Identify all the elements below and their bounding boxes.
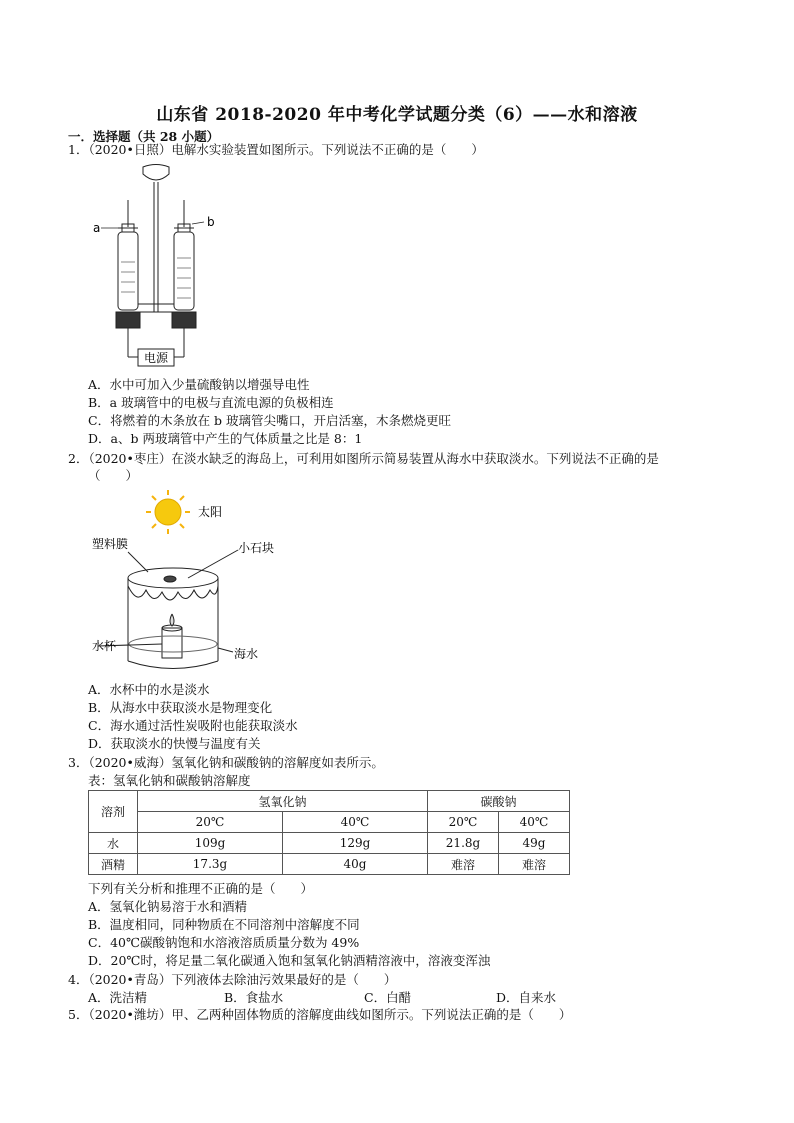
q3-option-d: D．20℃时，将足量二氧化碳通入饱和氢氧化钠酒精溶液中，溶液变浑浊	[88, 953, 491, 968]
naoh-header: 氢氧化钠	[138, 791, 428, 812]
q2-option-b: B．从海水中获取淡水是物理变化	[88, 700, 273, 715]
small-stone-label: 小石块	[238, 541, 275, 555]
table-caption: 表：氢氧化钠和碳酸钠溶解度	[88, 773, 251, 788]
solvent-cell: 水	[89, 833, 138, 854]
value-cell: 109g	[138, 833, 283, 854]
q1-option-c: C．将燃着的木条放在 b 玻璃管尖嘴口，开启活塞，木条燃烧更旺	[88, 413, 452, 428]
label-b: b	[207, 215, 215, 229]
electrolysis-apparatus-figure	[88, 162, 218, 372]
q1-option-d: D．a、b 两玻璃管中产生的气体质量之比是 8：1	[88, 431, 363, 446]
q2-option-c: C．海水通过活性炭吸附也能获取淡水	[88, 718, 298, 733]
q4-option-d: D．自来水	[496, 990, 557, 1005]
value-cell: 49g	[499, 833, 570, 854]
temp-cell: 40℃	[499, 812, 570, 833]
sun-icon	[146, 490, 190, 534]
q3-option-a: A．氢氧化钠易溶于水和酒精	[88, 899, 248, 914]
value-cell: 21.8g	[428, 833, 499, 854]
solar-still-figure	[88, 486, 288, 676]
value-cell: 17.3g	[138, 854, 283, 875]
table-header-row	[89, 791, 570, 812]
table-row	[89, 854, 570, 875]
value-cell: 难溶	[499, 854, 570, 875]
q1-option-a: A．水中可加入少量硫酸钠以增强导电性	[88, 377, 310, 392]
question-2-stem-cont: （ ）	[88, 468, 139, 483]
q4-option-c: C．白醋	[364, 990, 412, 1005]
solvent-cell: 酒精	[89, 854, 138, 875]
seawater-label: 海水	[234, 647, 259, 661]
solvent-header: 溶剂	[89, 791, 138, 833]
temp-cell: 20℃	[138, 812, 283, 833]
sun-label: 太阳	[198, 505, 223, 519]
question-1-stem: 1．（2020•日照）电解水实验装置如图所示。下列说法不正确的是（ ）	[68, 142, 484, 157]
q2-option-d: D．获取淡水的快慢与温度有关	[88, 736, 261, 751]
plastic-film-label: 塑料膜	[92, 537, 129, 551]
cup-label: 水杯	[92, 639, 117, 653]
q1-option-b: B．a 玻璃管中的电极与直流电源的负极相连	[88, 395, 334, 410]
question-4-stem: 4．（2020•青岛）下列液体去除油污效果最好的是（ ）	[68, 972, 397, 987]
q3-option-b: B．温度相同，同种物质在不同溶剂中溶解度不同	[88, 917, 360, 932]
table-temp-row	[89, 812, 570, 833]
q3-option-c: C．40℃碳酸钠饱和水溶液溶质质量分数为 49%	[88, 935, 360, 950]
section-heading: 一．选择题（共 28 小题）	[68, 129, 220, 144]
q4-option-b: B．食盐水	[224, 990, 284, 1005]
power-supply-label: 电源	[144, 351, 169, 365]
page-title: 山东省 2018-2020 年中考化学试题分类（6）——水和溶液	[156, 105, 638, 125]
temp-cell: 20℃	[428, 812, 499, 833]
na2co3-header: 碳酸钠	[428, 791, 570, 812]
question-2-stem: 2．（2020•枣庄）在淡水缺乏的海岛上，可利用如图所示简易装置从海水中获取淡水。下列说法不正确的是	[68, 451, 659, 466]
table-row	[89, 833, 570, 854]
q2-option-a: A．水杯中的水是淡水	[88, 682, 210, 697]
question-5-stem: 5．（2020•潍坊）甲、乙两种固体物质的溶解度曲线如图所示。下列说法正确的是（ ）	[68, 1007, 572, 1022]
value-cell: 40g	[283, 854, 428, 875]
solubility-table	[88, 790, 570, 875]
temp-cell: 40℃	[283, 812, 428, 833]
q4-option-a: A．洗洁精	[88, 990, 148, 1005]
label-a: a	[93, 221, 101, 235]
q3-prompt: 下列有关分析和推理不正确的是（ ）	[88, 881, 314, 896]
value-cell: 129g	[283, 833, 428, 854]
value-cell: 难溶	[428, 854, 499, 875]
question-3-stem: 3．（2020•威海）氢氧化钠和碳酸钠的溶解度如表所示。	[68, 755, 384, 770]
